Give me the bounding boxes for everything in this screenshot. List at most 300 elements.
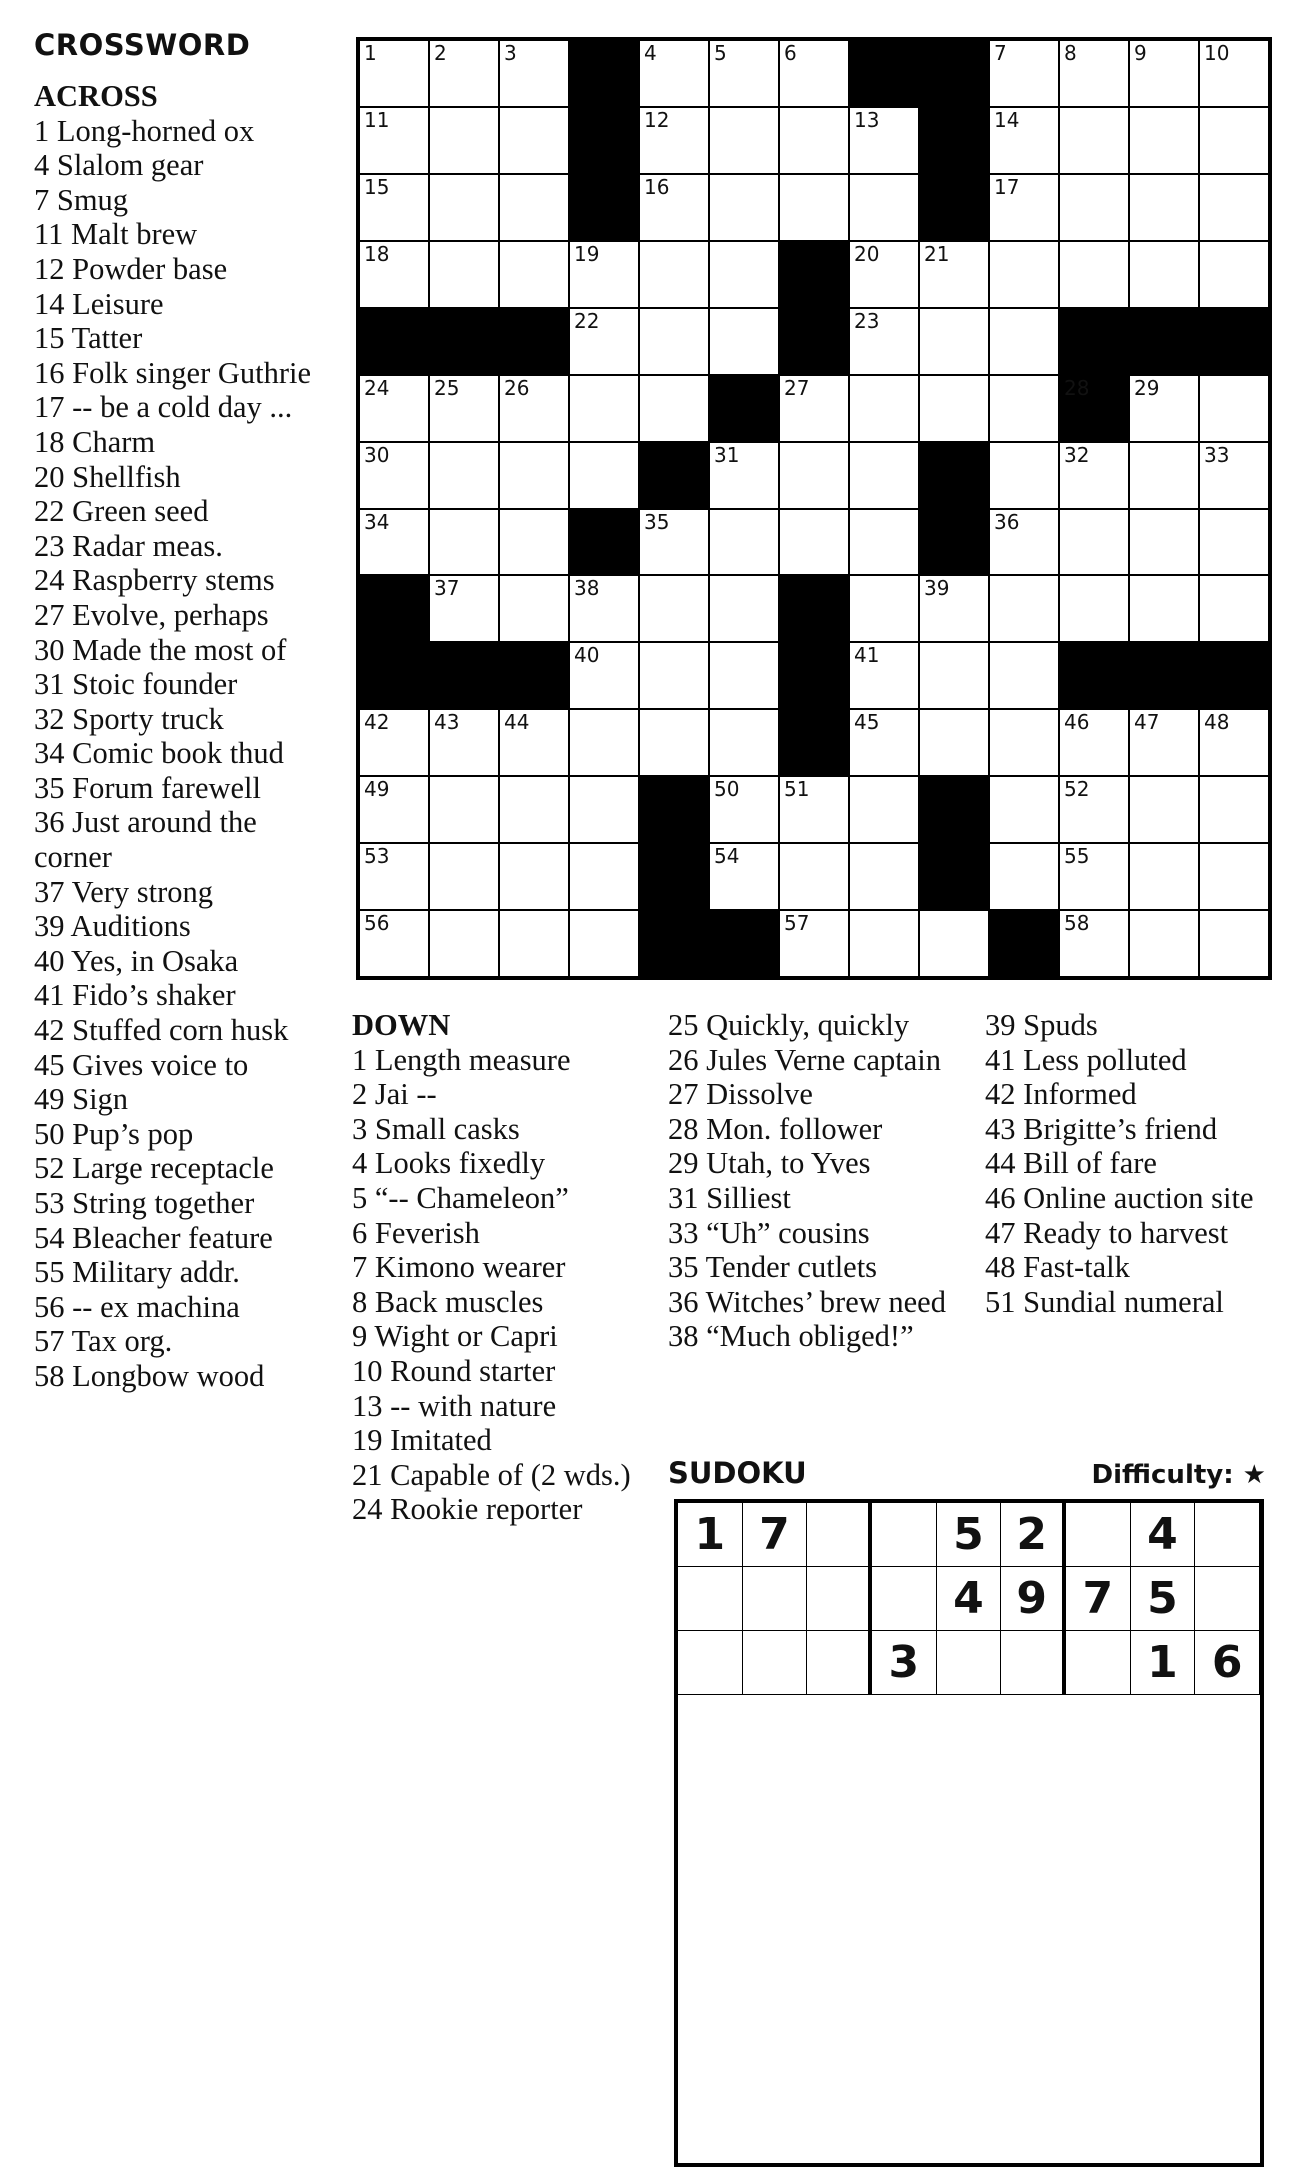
grid-cell[interactable] <box>1130 710 1198 775</box>
cell-number: 8 <box>1064 41 1077 65</box>
grid-cell[interactable] <box>780 911 848 976</box>
black-square <box>1200 309 1268 374</box>
sudoku-cell[interactable]: 5 <box>937 1503 1002 1567</box>
grid-cell[interactable] <box>1200 108 1268 173</box>
clue-item: 28 Mon. follower <box>668 1111 883 1146</box>
grid-cell[interactable] <box>570 242 638 307</box>
sudoku-title: SUDOKU <box>668 1456 807 1490</box>
clue-item: 31 Stoic founder <box>34 667 238 702</box>
clue-item: 38 “Much obliged!” <box>668 1319 914 1354</box>
grid-cell[interactable] <box>640 376 708 441</box>
grid-cell[interactable] <box>710 777 778 842</box>
clue-item: 27 Evolve, perhaps <box>34 597 269 632</box>
clue-item: 27 Dissolve <box>668 1077 813 1112</box>
crossword-grid <box>356 37 1272 980</box>
sudoku-cell[interactable]: 4 <box>937 1567 1002 1631</box>
grid-cell[interactable] <box>990 242 1058 307</box>
cell-number: 4 <box>644 41 657 65</box>
black-square <box>920 175 988 240</box>
cell-number: 32 <box>1064 442 1090 467</box>
sudoku-cell[interactable]: 5 <box>1131 1567 1196 1631</box>
grid-cell[interactable] <box>500 376 568 441</box>
grid-cell[interactable] <box>1130 777 1198 842</box>
grid-cell[interactable] <box>920 911 988 976</box>
grid-cell[interactable] <box>500 510 568 575</box>
grid-cell[interactable] <box>920 242 988 307</box>
grid-cell[interactable] <box>850 576 918 641</box>
cell-number: 17 <box>994 174 1020 199</box>
grid-cell[interactable] <box>1130 175 1198 240</box>
sudoku-cell[interactable]: 9 <box>1001 1567 1066 1631</box>
clue-item: 24 Raspberry stems <box>34 563 275 598</box>
grid-cell[interactable] <box>570 911 638 976</box>
grid-cell[interactable] <box>1060 710 1128 775</box>
clue-item: 14 Leisure <box>34 286 164 321</box>
grid-cell[interactable] <box>1130 376 1198 441</box>
grid-cell[interactable] <box>1130 576 1198 641</box>
clue-item: 15 Tatter <box>34 321 143 356</box>
grid-cell[interactable] <box>1200 41 1268 106</box>
black-square <box>640 911 708 976</box>
clue-item: 33 “Uh” cousins <box>668 1215 870 1250</box>
grid-cell[interactable] <box>1200 376 1268 441</box>
cell-number: 15 <box>364 174 390 199</box>
cell-number: 27 <box>784 375 810 400</box>
grid-cell[interactable] <box>710 41 778 106</box>
sudoku-cell[interactable] <box>743 1631 808 1695</box>
black-square <box>640 777 708 842</box>
grid-cell[interactable] <box>1200 175 1268 240</box>
sudoku-cell[interactable]: 4 <box>1131 1503 1196 1567</box>
grid-cell[interactable] <box>1060 777 1128 842</box>
grid-cell[interactable] <box>640 576 708 641</box>
grid-cell[interactable] <box>360 710 428 775</box>
grid-cell[interactable] <box>850 510 918 575</box>
grid-cell[interactable] <box>430 41 498 106</box>
clue-item: 35 Tender cutlets <box>668 1250 878 1285</box>
grid-cell[interactable] <box>850 443 918 508</box>
sudoku-cell[interactable] <box>937 1631 1002 1695</box>
grid-cell[interactable] <box>1130 41 1198 106</box>
grid-cell[interactable] <box>1060 41 1128 106</box>
black-square <box>570 175 638 240</box>
down-clues-column-2 <box>668 1008 973 1354</box>
black-square <box>780 643 848 708</box>
sudoku-cell[interactable] <box>872 1567 937 1631</box>
grid-cell[interactable] <box>1200 844 1268 909</box>
sudoku-cell[interactable]: 7 <box>1066 1567 1131 1631</box>
grid-cell[interactable] <box>1060 242 1128 307</box>
grid-cell[interactable] <box>780 777 848 842</box>
black-square <box>500 309 568 374</box>
grid-cell[interactable] <box>1200 777 1268 842</box>
grid-cell[interactable] <box>1200 911 1268 976</box>
grid-cell[interactable] <box>920 576 988 641</box>
grid-cell[interactable] <box>850 175 918 240</box>
grid-cell[interactable] <box>360 108 428 173</box>
grid-cell[interactable] <box>430 844 498 909</box>
grid-cell[interactable] <box>640 643 708 708</box>
cell-number: 42 <box>364 710 390 735</box>
cell-number: 31 <box>714 442 740 467</box>
clue-item: 29 Utah, to Yves <box>668 1146 871 1181</box>
grid-cell[interactable] <box>430 777 498 842</box>
down-clues-column-3 <box>985 1008 1285 1319</box>
grid-cell[interactable] <box>990 309 1058 374</box>
grid-cell[interactable] <box>360 443 428 508</box>
sudoku-cell[interactable] <box>678 1567 743 1631</box>
grid-cell[interactable] <box>1060 175 1128 240</box>
grid-cell[interactable] <box>710 242 778 307</box>
sudoku-cell[interactable] <box>1066 1503 1131 1567</box>
cell-number: 28 <box>1064 375 1090 400</box>
grid-cell[interactable] <box>1060 844 1128 909</box>
grid-cell[interactable] <box>360 911 428 976</box>
grid-cell[interactable] <box>850 643 918 708</box>
cell-number: 36 <box>994 509 1020 534</box>
cell-number: 10 <box>1204 41 1230 65</box>
grid-cell[interactable] <box>430 108 498 173</box>
grid-cell[interactable] <box>920 710 988 775</box>
grid-cell[interactable] <box>850 309 918 374</box>
grid-cell[interactable] <box>1130 510 1198 575</box>
grid-cell[interactable] <box>850 710 918 775</box>
grid-cell[interactable] <box>1200 576 1268 641</box>
grid-cell[interactable] <box>710 443 778 508</box>
grid-cell[interactable] <box>780 41 848 106</box>
clue-item: 52 Large receptacle <box>34 1151 274 1186</box>
clue-item: 7 Smug <box>34 182 129 217</box>
cell-number: 23 <box>854 308 880 333</box>
grid-cell[interactable] <box>780 844 848 909</box>
grid-cell[interactable] <box>570 576 638 641</box>
grid-cell[interactable] <box>1060 576 1128 641</box>
clue-item: 20 Shellfish <box>34 459 181 494</box>
sudoku-cell[interactable] <box>1195 1567 1260 1631</box>
grid-cell[interactable] <box>850 242 918 307</box>
clue-item: 43 Brigitte’s friend <box>985 1111 1218 1146</box>
grid-cell[interactable] <box>990 175 1058 240</box>
black-square <box>780 242 848 307</box>
grid-cell[interactable] <box>640 175 708 240</box>
clue-item: 1 Long-horned ox <box>34 113 255 148</box>
sudoku-cell[interactable]: 1 <box>1131 1631 1196 1695</box>
grid-cell[interactable] <box>780 510 848 575</box>
grid-cell[interactable] <box>360 376 428 441</box>
grid-cell[interactable] <box>430 242 498 307</box>
cell-number: 47 <box>1134 710 1160 735</box>
clue-item: 37 Very strong <box>34 874 214 909</box>
black-square <box>1060 309 1128 374</box>
sudoku-cell[interactable] <box>1066 1631 1131 1695</box>
grid-cell[interactable] <box>360 242 428 307</box>
grid-cell[interactable] <box>570 309 638 374</box>
grid-cell[interactable] <box>500 710 568 775</box>
black-square <box>640 844 708 909</box>
sudoku-cell[interactable] <box>1001 1631 1066 1695</box>
black-square <box>710 376 778 441</box>
black-square <box>430 643 498 708</box>
clue-item: 47 Ready to harvest <box>985 1215 1229 1250</box>
cell-number: 48 <box>1204 710 1230 735</box>
grid-cell[interactable] <box>570 777 638 842</box>
clue-item: 26 Jules Verne captain <box>668 1042 942 1077</box>
grid-cell[interactable] <box>570 643 638 708</box>
cell-number: 20 <box>854 241 880 266</box>
sudoku-cell[interactable] <box>678 1631 743 1695</box>
grid-cell[interactable] <box>570 710 638 775</box>
grid-cell[interactable] <box>1060 108 1128 173</box>
clue-item: 30 Made the most of <box>34 632 287 667</box>
black-square <box>430 309 498 374</box>
cell-number: 29 <box>1134 375 1160 400</box>
cell-number: 51 <box>784 777 810 802</box>
grid-cell[interactable] <box>430 376 498 441</box>
grid-cell[interactable] <box>990 41 1058 106</box>
black-square <box>1060 643 1128 708</box>
cell-number: 18 <box>364 241 390 266</box>
cell-number: 11 <box>364 107 390 132</box>
grid-cell[interactable] <box>640 309 708 374</box>
grid-cell[interactable] <box>710 175 778 240</box>
clue-item: 54 Bleacher feature <box>34 1220 273 1255</box>
sudoku-cell[interactable] <box>807 1631 872 1695</box>
grid-cell[interactable] <box>360 510 428 575</box>
clue-item: 31 Silliest <box>668 1180 791 1215</box>
black-square <box>920 108 988 173</box>
cell-number: 55 <box>1064 844 1090 869</box>
grid-cell[interactable] <box>990 510 1058 575</box>
clue-item: 12 Powder base <box>34 251 228 286</box>
grid-cell[interactable] <box>1130 844 1198 909</box>
black-square <box>850 41 918 106</box>
black-square <box>360 643 428 708</box>
grid-cell[interactable] <box>1200 510 1268 575</box>
cell-number: 40 <box>574 643 600 668</box>
grid-cell[interactable] <box>430 911 498 976</box>
grid-cell[interactable] <box>1200 242 1268 307</box>
cell-number: 38 <box>574 576 600 601</box>
black-square <box>920 41 988 106</box>
clue-item: 45 Gives voice to <box>34 1047 249 1082</box>
cell-number: 46 <box>1064 710 1090 735</box>
grid-cell[interactable] <box>850 844 918 909</box>
grid-cell[interactable] <box>360 41 428 106</box>
sudoku-cell[interactable] <box>807 1567 872 1631</box>
clue-item: 2 Jai -- <box>352 1077 437 1112</box>
clue-item: 39 Auditions <box>34 909 191 944</box>
grid-cell[interactable] <box>920 643 988 708</box>
grid-cell[interactable] <box>500 576 568 641</box>
grid-cell[interactable] <box>710 510 778 575</box>
grid-cell[interactable] <box>990 376 1058 441</box>
grid-cell[interactable] <box>570 376 638 441</box>
clue-item: 18 Charm <box>34 424 156 459</box>
cell-number: 33 <box>1204 442 1230 467</box>
cell-number: 41 <box>854 643 880 668</box>
grid-cell[interactable] <box>500 41 568 106</box>
cell-number: 50 <box>714 777 740 802</box>
sudoku-cell[interactable] <box>807 1503 872 1567</box>
grid-cell[interactable] <box>500 911 568 976</box>
clue-item: 41 Less polluted <box>985 1042 1187 1077</box>
clue-item: 34 Comic book thud <box>34 736 284 771</box>
cell-number: 3 <box>504 41 517 65</box>
black-square <box>360 309 428 374</box>
sudoku-cell[interactable] <box>743 1567 808 1631</box>
sudoku-cell[interactable]: 3 <box>872 1631 937 1695</box>
black-square <box>710 911 778 976</box>
grid-cell[interactable] <box>1130 443 1198 508</box>
cell-number: 57 <box>784 911 810 936</box>
grid-cell[interactable] <box>710 844 778 909</box>
clue-item: 5 “-- Chameleon” <box>352 1180 569 1215</box>
grid-cell[interactable] <box>360 844 428 909</box>
grid-cell[interactable] <box>500 777 568 842</box>
cell-number: 21 <box>924 241 950 266</box>
grid-cell[interactable] <box>990 108 1058 173</box>
grid-cell[interactable] <box>570 443 638 508</box>
grid-cell[interactable] <box>780 443 848 508</box>
sudoku-cell[interactable]: 1 <box>678 1503 743 1567</box>
cell-number: 1 <box>364 41 377 65</box>
clue-item: 58 Longbow wood <box>34 1358 265 1393</box>
across-clues <box>34 79 324 1394</box>
clue-item: 16 Folk singer Guthrie <box>34 355 312 390</box>
grid-cell[interactable] <box>360 777 428 842</box>
clue-item: 42 Informed <box>985 1077 1137 1112</box>
grid-cell[interactable] <box>780 108 848 173</box>
black-square <box>780 309 848 374</box>
clue-item: 4 Slalom gear <box>34 148 204 183</box>
grid-cell[interactable] <box>1130 911 1198 976</box>
cell-number: 53 <box>364 844 390 869</box>
grid-cell[interactable] <box>710 643 778 708</box>
cell-number: 58 <box>1064 911 1090 936</box>
grid-cell[interactable] <box>990 844 1058 909</box>
clue-item: 21 Capable of (2 wds.) <box>352 1457 631 1492</box>
cell-number: 52 <box>1064 777 1090 802</box>
clue-item: 13 -- with nature <box>352 1388 557 1423</box>
clue-item: 35 Forum farewell <box>34 770 261 805</box>
grid-cell[interactable] <box>850 911 918 976</box>
clue-item: 41 Fido’s shaker <box>34 978 236 1013</box>
grid-cell[interactable] <box>710 576 778 641</box>
crossword-title: CROSSWORD <box>34 28 251 62</box>
grid-cell[interactable] <box>1060 510 1128 575</box>
clue-item: 25 Quickly, quickly <box>668 1008 910 1042</box>
grid-cell[interactable] <box>1130 108 1198 173</box>
across-heading: ACROSS <box>34 79 158 113</box>
black-square <box>780 710 848 775</box>
cell-number: 14 <box>994 107 1020 132</box>
grid-cell[interactable] <box>1130 242 1198 307</box>
cell-number: 30 <box>364 442 390 467</box>
down-heading: DOWN <box>352 1008 451 1042</box>
grid-cell[interactable] <box>1200 710 1268 775</box>
cell-number: 6 <box>784 41 797 65</box>
black-square <box>920 510 988 575</box>
down-clues-column-1 <box>352 1008 657 1527</box>
grid-cell[interactable] <box>500 175 568 240</box>
grid-cell[interactable] <box>500 242 568 307</box>
clue-item: 49 Sign <box>34 1082 129 1117</box>
clue-item: 36 Witches’ brew need <box>668 1284 946 1319</box>
cell-number: 7 <box>994 41 1007 65</box>
grid-cell[interactable] <box>430 510 498 575</box>
grid-cell[interactable] <box>710 309 778 374</box>
sudoku-cell[interactable] <box>872 1503 937 1567</box>
clue-item: 4 Looks fixedly <box>352 1146 546 1181</box>
cell-number: 54 <box>714 844 740 869</box>
cell-number: 37 <box>434 576 460 601</box>
grid-cell[interactable] <box>640 710 708 775</box>
cell-number: 12 <box>644 107 670 132</box>
clue-item: 55 Military addr. <box>34 1255 240 1290</box>
grid-cell[interactable] <box>920 309 988 374</box>
grid-cell[interactable] <box>430 576 498 641</box>
cell-number: 5 <box>714 41 727 65</box>
grid-cell[interactable] <box>500 844 568 909</box>
grid-cell[interactable] <box>990 576 1058 641</box>
grid-cell[interactable] <box>990 777 1058 842</box>
cell-number: 19 <box>574 241 600 266</box>
grid-cell[interactable] <box>500 108 568 173</box>
grid-cell[interactable] <box>990 710 1058 775</box>
black-square <box>570 510 638 575</box>
sudoku-cell[interactable]: 2 <box>1001 1503 1066 1567</box>
grid-cell[interactable] <box>430 443 498 508</box>
grid-cell[interactable] <box>640 41 708 106</box>
grid-cell[interactable] <box>850 108 918 173</box>
cell-number: 49 <box>364 777 390 802</box>
cell-number: 56 <box>364 911 390 936</box>
grid-cell[interactable] <box>1060 443 1128 508</box>
cell-number: 2 <box>434 41 447 65</box>
grid-cell[interactable] <box>430 175 498 240</box>
clue-item: 48 Fast-talk <box>985 1250 1130 1285</box>
grid-cell[interactable] <box>990 643 1058 708</box>
grid-cell[interactable] <box>850 777 918 842</box>
grid-cell[interactable] <box>430 710 498 775</box>
cell-number: 35 <box>644 509 670 534</box>
grid-cell[interactable] <box>500 443 568 508</box>
clue-item: 44 Bill of fare <box>985 1146 1157 1181</box>
grid-cell[interactable] <box>710 710 778 775</box>
grid-cell[interactable] <box>990 443 1058 508</box>
grid-cell[interactable] <box>780 376 848 441</box>
black-square <box>1060 376 1128 441</box>
grid-cell[interactable] <box>640 510 708 575</box>
grid-cell[interactable] <box>920 376 988 441</box>
sudoku-cell[interactable] <box>1195 1503 1260 1567</box>
sudoku-cell[interactable]: 6 <box>1195 1631 1260 1695</box>
grid-cell[interactable] <box>850 376 918 441</box>
grid-cell[interactable] <box>1060 911 1128 976</box>
grid-cell[interactable] <box>780 175 848 240</box>
grid-cell[interactable] <box>570 844 638 909</box>
clue-item: 8 Back muscles <box>352 1284 544 1319</box>
grid-cell[interactable] <box>640 108 708 173</box>
grid-cell[interactable] <box>1200 443 1268 508</box>
clue-item: 17 -- be a cold day ... <box>34 390 293 425</box>
grid-cell[interactable] <box>360 175 428 240</box>
grid-cell[interactable] <box>640 242 708 307</box>
sudoku-cell[interactable]: 7 <box>743 1503 808 1567</box>
sudoku-grid <box>674 1499 1264 2167</box>
grid-cell[interactable] <box>710 108 778 173</box>
cell-number: 43 <box>434 710 460 735</box>
